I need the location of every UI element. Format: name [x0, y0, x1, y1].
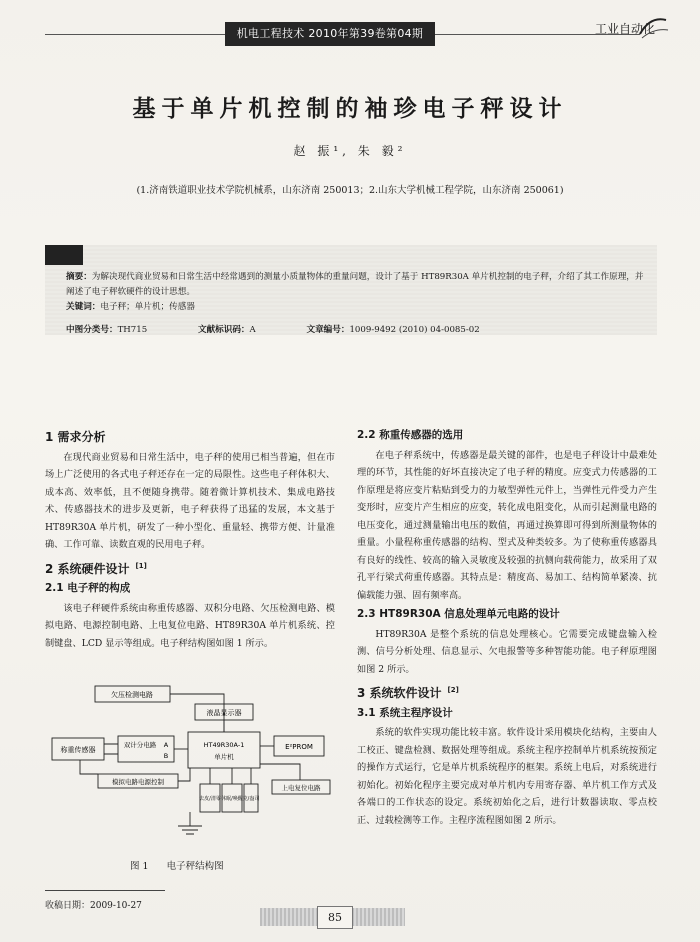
page-number: 85	[317, 906, 353, 929]
footnote-rule	[45, 890, 165, 891]
article-no-value: 1009-9492 (2010) 04-0085-02	[349, 325, 480, 335]
label-mcu-2: 单片机	[214, 753, 234, 761]
clc-value: TH715	[117, 325, 148, 335]
keywords-label: 关键词：	[66, 302, 101, 312]
section-3-heading	[357, 682, 657, 703]
figure-1-number: 图 1	[130, 861, 149, 872]
section-1-heading: 1 需求分析	[45, 430, 106, 444]
affiliation: (1.济南铁道职业技术学院机械系，山东济南 250013；2.山东大学机械工程学院，山东济南 250061)	[136, 185, 564, 196]
label-reset: 上电复位电路	[281, 784, 321, 792]
keywords: 电子秤；单片机；传感器	[100, 302, 195, 312]
abstract-corner-mark	[45, 245, 83, 265]
label-dual-b: B	[163, 752, 169, 760]
section-3-title: 3 系统软件设计	[357, 686, 442, 700]
received-date: 收稿日期：2009-10-27	[45, 901, 142, 911]
section-1-paragraph: 在现代商业贸易和日常生活中，电子秤的使用已相当普遍，但在市场上广泛使用的各式电子秤还存在一定的局限性。这些电子秤体积大、成本高、效率低，且不便随身携带。随着微计算机技术、集成电路技术、传感器技术的进步及更新，电子秤获得了迅猛的发展，本文基于HT89R30A 单片机，研发了一种小型化、重量轻、携带方便、计量准确、工作可靠、读数直观的民用电子秤。	[45, 451, 335, 550]
label-analog: 模拟电路电源控制	[112, 778, 164, 786]
section-3-1-heading: 3.1 系统主程序设计	[357, 706, 453, 719]
section-3-ref: [2]	[447, 686, 459, 694]
section-2-1-paragraph: 该电子秤硬件系统由称重传感器、双积分电路、欠压检测电路、模拟电路、电源控制电路、上电复位电路、HT89R30A 单片机系统、控制键盘、LCD 显示等组成。电子秤结构图如图 1 所示。	[45, 602, 335, 649]
section-2-2-paragraph: 在电子秤系统中，传感器是最关键的部件，也是电子秤设计中最难处理的环节，其性能的好坏直接决定了电子秤的精度。应变式力传感器的工作原理是将应变片粘贴到受力的力敏型弹性元件上，当弹性元件受力产生变形时，应变片产生相应的应变，转化成电阻变化，从而引起测量电路的电压变化，通过测量输出电压的数值，再通过换算即可得到所测量物体的重量。小量程称重传感器的结构、型式及种类较多。为了使称重传感器具有良好的线性、较高的输入灵敏度及较强的抗侧向载荷能力，故采用了双孔平行梁式荷重传感器。其特点是：精度高、易加工、结构简单紧凑、抗偏载能力强、固有频率高。	[357, 449, 657, 601]
doc-code-value: A	[249, 325, 256, 335]
label-undervolt: 欠压检测电路	[111, 691, 153, 699]
section-2-heading	[45, 558, 335, 579]
label-key-1: 去皮/清零	[199, 796, 221, 802]
section-swoosh-icon	[636, 14, 670, 44]
label-lcd: 液晶显示器	[206, 709, 242, 717]
figure-1-block-diagram	[40, 680, 340, 840]
right-column	[357, 425, 657, 829]
label-key-2: 休眠/唤醒	[221, 796, 243, 802]
label-dual: 双计分电路	[123, 741, 157, 749]
authors: 赵 振¹, 朱 毅²	[293, 144, 407, 158]
abstract-label: 摘要：	[66, 272, 92, 282]
classification-line	[66, 323, 528, 335]
label-eeprom: E²PROM	[285, 743, 313, 751]
section-2-title: 2 系统硬件设计	[45, 561, 130, 576]
label-key-3: 克/盎司	[242, 796, 260, 802]
abstract-text: 为解决现代商业贸易和日常生活中经常遇到的测量小质量物体的重量问题，设计了基于 HT89R30A 单片机控制的电子秤，介绍了其工作原理，并阐述了电子秤软硬件的设计思想。	[66, 272, 644, 297]
figure-1-title: 电子秤结构图	[166, 861, 224, 872]
section-2-2-heading: 2.2 称重传感器的选用	[357, 429, 464, 441]
article-no-label: 文章编号：	[306, 325, 350, 335]
section-label: 工业自动化	[594, 22, 655, 36]
journal-band: 机电工程技术 2010年第39卷第04期	[225, 22, 435, 46]
clc-label: 中图分类号：	[66, 325, 118, 335]
section-2-1-heading: 2.1 电子秤的构成	[45, 582, 131, 594]
paper-title: 基于单片机控制的袖珍电子秤设计	[132, 95, 568, 122]
left-column	[45, 425, 335, 652]
doc-code-label: 文献标识码：	[197, 325, 250, 335]
section-2-ref: [1]	[135, 561, 147, 570]
abstract	[66, 270, 646, 315]
label-sensor: 称重传感器	[60, 746, 96, 754]
box-mcu	[188, 732, 260, 768]
section-3-1-paragraph: 系统的软件实现功能比较丰富。软件设计采用模块化结构，主要由人工校正、键盘检测、数据处理等组成。系统主程序控制单片机系统按预定的操作方式运行，它是单片机系统程序的框架。系统上电后，对系统进行初始化。初始化程序主要完成对单片机内专用寄存器、单片机工作方式及各端口的工作状态的设定。系统初始化之后，进行计数器读取、零点校正、过载检测等工作。主程序流程图如图 2 所示。	[357, 727, 657, 826]
section-2-3-heading: 2.3 HT89R30A 信息处理单元电路的设计	[357, 608, 560, 620]
label-mcu-1: HT49R30A-1	[203, 741, 245, 749]
figure-1-caption	[130, 858, 242, 872]
label-dual-a: A	[163, 741, 169, 749]
section-2-3-paragraph: HT89R30A 是整个系统的信息处理核心。它需要完成键盘输入检测、信号分析处理、信息显示、欠电报警等多种智能功能。电子秤原理图如图 2 所示。	[357, 628, 657, 675]
